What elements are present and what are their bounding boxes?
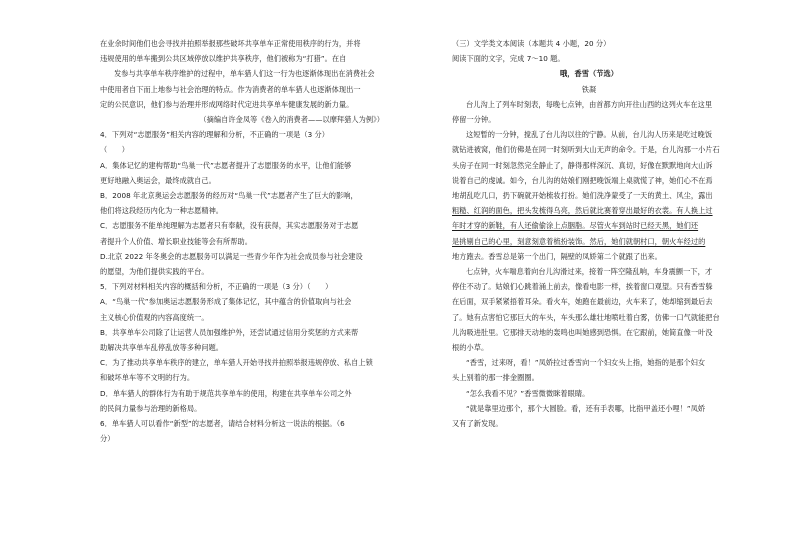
right-column [452, 36, 726, 431]
passage-line: 头上别着的那一排金圈圈。 [452, 373, 539, 383]
text-line: 违规使用的单车搬到公共区域停放以维护共享秩序，他们被称为“打猎”。在自 [100, 54, 347, 64]
passage-line: 地胡乱吃几口，扔下碗就开始梳妆打扮。她们洗净蒙受了一天的黄土、风尘，露出 [452, 191, 713, 201]
text-line: 发参与共享单车秩序维护的过程中，单车猎人们这一行为也逐渐体现出在消费社会 [114, 69, 375, 79]
text-line: 定的公民意识，他们参与治理并形成网络时代定进共享单车健康发展的新力量。 [100, 99, 354, 109]
option-d: D．单车猎人的群体行为有助于规范共享单车的使用，构建在共享单车公司之外 [100, 388, 352, 398]
option-a-cont: 更好地融入奥运会，最终成就自己。 [100, 175, 216, 185]
passage-line: 在后面，双手紧紧捂着耳朵。看火车，她跑在最前边，火车来了，她却缩到最后去 [452, 297, 713, 307]
passage-line: “怎么我看不见？”香雪微微眯着眼睛。 [466, 388, 590, 398]
passage-line: 七点钟，火车喘息着向台儿沟滑过来，接着一阵空隆乱响，车身震颤一下，才 [466, 267, 713, 277]
answer-blank: （ ） [100, 145, 129, 155]
passage-line-underlined: 粗糙、红润的面色，把头发梳得乌亮，然后就比赛着穿出最好的衣裳。有人换上过 [452, 206, 713, 216]
option-c-cont: 和破坏单车等不文明的行为。 [100, 373, 195, 383]
passage-line: 头房子在同一时刻忽然完全静止了，静得那样深沉、真切，好像在默默地向大山诉 [452, 160, 713, 170]
option-a: A．集体记忆的建构帮助“鸟巢一代”志愿者提升了志愿服务的水平，让他们能够 [100, 160, 352, 170]
question-4: 4．下列对“志愿服务”相关内容的理解和分析，不正确的一项是（3 分） [100, 130, 330, 140]
option-d-cont: 的愿望，为他们提供实践的平台。 [100, 267, 209, 277]
passage-line: 停住不动了。姑娘们心跳着涌上前去，像看电影一样，挨着窗口观望。只有香雪躲 [452, 282, 713, 292]
passage-line: 说着自己的虔诚。如今，台儿沟的姑娘们刚把晚饭端上桌就慌了神，她们心不在焉 [452, 175, 713, 185]
story-title: 哦，香雪（节选） [560, 69, 618, 79]
option-c: C．为了推动共享单车秩序的建立，单车猎人开始寻找并拍照举报违规停放、私自上锁 [100, 358, 373, 368]
passage-line: 根的小草。 [452, 343, 489, 353]
text-line: 中使用者自下而上地参与社会治理的特点。作为消费者的单车猎人也逐渐体现出一 [100, 84, 361, 94]
option-c-cont: 者提升个人价值、增长职业技能等会有所帮助。 [100, 236, 252, 246]
option-d-cont: 的民间力量参与治理的新格局。 [100, 403, 202, 413]
option-b: B．共享单车公司除了让运营人员加强维护外，还尝试通过信用分奖惩的方式来帮 [100, 327, 359, 337]
passage-line: 停留一分钟。 [452, 115, 496, 125]
passage-line: 地方跑去。香雪总是第一个出门，隔壁的凤娇第二个就跟了出来。 [452, 251, 662, 261]
passage-line-underlined: 年时才穿的新鞋，有人还偷偷涂上点胭脂。尽管火车到站时已经天黑，她们还 [452, 221, 699, 231]
story-author: 铁凝 [581, 84, 597, 94]
source-citation: （摘编自许金凤等《卷入的消费者——以摩拜猎人为例》） [199, 115, 384, 125]
option-a-cont: 主义核心价值观的内容高度统一。 [100, 312, 209, 322]
passage-line: 这短暂的一分钟，搅乱了台儿沟以往的宁静。从前，台儿沟人历来是吃过晚饭 [466, 130, 713, 140]
passage-line: 台儿沟上了列车时刻表，每晚七点钟，由首都方向开往山西的这列火车在这里 [466, 99, 713, 109]
passage-line: 就钻进被窝，他们仿佛是在同一时刻听到大山无声的命令。于是，台儿沟那一小片石 [452, 145, 720, 155]
text-line: 在业余时间他们也会寻找并拍照举报那些破坏共享单车正常使用秩序的行为，并将 [100, 39, 361, 48]
passage-line: “香雪，过来呀，看！”凤娇拉过香雪向一个妇女头上指，她指的是那个妇女 [466, 358, 706, 368]
passage-line: 了。她有点害怕它那巨大的车头，车头那么雄壮地喷吐着白雾，仿佛一口气就能把台 [452, 312, 720, 322]
passage-line: 又有了新发现。 [452, 419, 503, 429]
option-b-cont: 助解决共享单车乱停乱放等多种问题。 [100, 343, 224, 353]
option-c: C．志愿服务不能单纯理解为志愿者只有奉献，没有获得，其实志愿服务对于志愿 [100, 221, 359, 231]
option-a: A．“鸟巢一代”参加奥运志愿服务形成了集体记忆，其中蕴含的价值取向与社会 [100, 297, 352, 307]
passage-line: “就是靠里边那个，那个大圆脸。看，还有手表哪，比指甲盖还小哩！”凤娇 [466, 403, 706, 413]
option-d: D.北京 2022 年冬奥会的志愿服务可以满足一些青少年作为社会成员参与社会建设 [100, 251, 363, 261]
reading-instruction: 阅读下面的文字，完成 7～10 题。 [452, 54, 565, 64]
passage-line-underlined: 是挑剔自己的心里，刻意刻意着梳扮装饰。然后，她们就朝村口，朝火车经过的 [452, 236, 706, 246]
section-heading: （三）文学类文本阅读（本题共 4 小题，20 分） [452, 39, 611, 48]
option-b-cont: 他们将这段经历内化为一种志愿精神。 [100, 206, 224, 216]
question-6: 6．单车猎人可以看作“新型”的志愿者，请结合材料分析这一说法的根据。（6 [100, 419, 345, 429]
left-column [100, 36, 384, 446]
question-6-cont: 分） [100, 434, 115, 444]
option-b: B．2008 年北京奥运会志愿服务的经历对“鸟巢一代”志愿者产生了巨大的影响， [100, 191, 358, 201]
passage-line: 儿沟吸进肚里。它那排天动地的轰鸣也叫她感到恐惧。在它跟前，她简直像一叶没 [452, 327, 713, 337]
question-5: 5．下列对材料相关内容的概括和分析，不正确的一项是（3 分）（ ） [100, 282, 333, 292]
